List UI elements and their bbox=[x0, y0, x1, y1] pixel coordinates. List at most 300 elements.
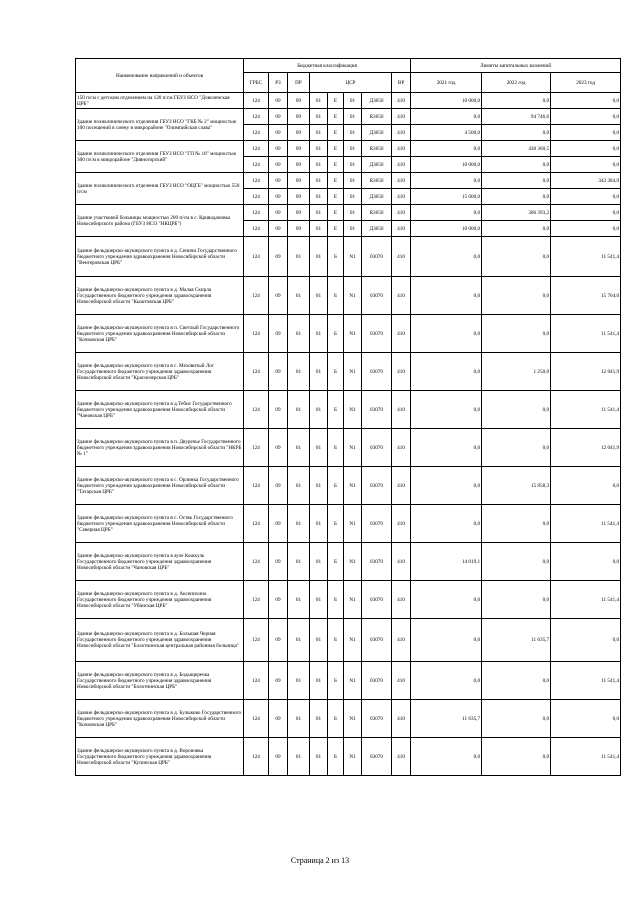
vr-cell: 410 bbox=[392, 189, 411, 205]
vr-cell: 410 bbox=[392, 662, 411, 700]
rz-cell: 09 bbox=[269, 189, 288, 205]
pr-cell: 01 bbox=[288, 467, 310, 505]
limit-2023-cell: 0,0 bbox=[551, 125, 621, 141]
limit-2021-cell: 0,0 bbox=[411, 353, 482, 391]
csr-1-cell: 01 bbox=[310, 619, 328, 662]
object-name-cell: Здание участковой больницы мощностью 200 п/см в с. Криводановка Новосибирского района (ГБУЗ НСО "НКЦРБ") bbox=[76, 205, 244, 237]
csr-4-cell: 03070 bbox=[362, 543, 392, 581]
vr-cell: 410 bbox=[392, 467, 411, 505]
table-row bbox=[76, 205, 621, 221]
vr-cell: 410 bbox=[392, 277, 411, 315]
csr-1-cell: 01 bbox=[310, 429, 328, 467]
limit-2021-cell: 0,0 bbox=[411, 109, 482, 125]
csr-1-cell: 01 bbox=[310, 277, 328, 315]
csr-4-cell: R3650 bbox=[362, 205, 392, 221]
csr-2-cell: Б bbox=[328, 429, 344, 467]
limit-2021-cell: 0,0 bbox=[411, 467, 482, 505]
csr-1-cell: 01 bbox=[310, 173, 328, 189]
object-name-cell: Здание фельдшерско-акушерского пункта в д. Аксенихино Государственного бюджетного учреждения здравоохранения Новосибирской области "Убинская ЦРБ" bbox=[76, 581, 244, 619]
rz-cell: 09 bbox=[269, 700, 288, 738]
limit-2023-cell: 11 541,4 bbox=[551, 738, 621, 776]
csr-4-cell: Д3650 bbox=[362, 157, 392, 173]
vr-cell: 410 bbox=[392, 173, 411, 189]
table-body bbox=[76, 93, 621, 776]
csr-1-cell: 01 bbox=[310, 581, 328, 619]
object-name-cell: Здание фельдшерско-акушерского пункта в п. Двуречье Государственного бюджетного учреждения здравоохранения Новосибирской области "НКРБ № 1" bbox=[76, 429, 244, 467]
rz-cell: 09 bbox=[269, 619, 288, 662]
grbs-cell: 124 bbox=[244, 173, 269, 189]
limit-2021-cell: 0,0 bbox=[411, 581, 482, 619]
limit-2023-cell: 0,0 bbox=[551, 93, 621, 109]
csr-4-cell: 03070 bbox=[362, 277, 392, 315]
rz-cell: 09 bbox=[269, 157, 288, 173]
grbs-cell: 124 bbox=[244, 429, 269, 467]
grbs-cell: 124 bbox=[244, 353, 269, 391]
limit-2023-cell: 11 541,4 bbox=[551, 505, 621, 543]
csr-2-cell: Б bbox=[328, 277, 344, 315]
grbs-cell: 124 bbox=[244, 125, 269, 141]
limit-2022-cell: 0,0 bbox=[482, 173, 551, 189]
limit-2022-cell: 94 746,6 bbox=[482, 109, 551, 125]
grbs-cell: 124 bbox=[244, 662, 269, 700]
pr-cell: 01 bbox=[288, 391, 310, 429]
object-name-cell: Здание фельдшерско-акушерского пункта в д. Вороновка Государственного бюджетного учреждения здравоохранения Новосибирской области "Купинская ЦРБ" bbox=[76, 738, 244, 776]
pr-cell: 01 bbox=[288, 700, 310, 738]
table-row bbox=[76, 353, 621, 391]
object-name-cell: Здание фельдшерско-акушерского пункта в д.Тебис Государственного бюджетного учреждения здравоохранения Новосибирской области "Чановская ЦРБ" bbox=[76, 391, 244, 429]
grbs-cell: 124 bbox=[244, 505, 269, 543]
limit-2022-cell: 0,0 bbox=[482, 700, 551, 738]
limit-2022-cell: 0,0 bbox=[482, 505, 551, 543]
csr-1-cell: 01 bbox=[310, 109, 328, 125]
vr-cell: 410 bbox=[392, 738, 411, 776]
csr-4-cell: 03070 bbox=[362, 315, 392, 353]
table-row bbox=[76, 738, 621, 776]
grbs-cell: 124 bbox=[244, 237, 269, 277]
limit-2021-cell: 0,0 bbox=[411, 205, 482, 221]
limit-2023-cell: 11 541,4 bbox=[551, 581, 621, 619]
csr-2-cell: Е bbox=[328, 125, 344, 141]
limit-2023-cell: 11 541,4 bbox=[551, 237, 621, 277]
object-name-cell: Здание фельдшерско-акушерского пункта в п. Светлый Государственного бюджетного учреждения здравоохранения Новосибирской области "Кочковская ЦРБ" bbox=[76, 315, 244, 353]
object-name-cell: Здание фельдшерско-акушерского пункта в с. Меховитый Лог Государственного бюджетного учреждения здравоохранения Новосибирской области "Краснозерская ЦРБ" bbox=[76, 353, 244, 391]
vr-cell: 410 bbox=[392, 221, 411, 237]
object-name-cell: 150 п/см с детским отделением на 120 п/см ГБУЗ НСО "Доволенская ЦРБ" bbox=[76, 93, 244, 109]
csr-4-cell: 03070 bbox=[362, 738, 392, 776]
csr-1-cell: 01 bbox=[310, 662, 328, 700]
csr-1-cell: 01 bbox=[310, 157, 328, 173]
csr-2-cell: Б bbox=[328, 543, 344, 581]
csr-2-cell: Е bbox=[328, 205, 344, 221]
limit-2023-cell: 0,0 bbox=[551, 619, 621, 662]
limit-2022-cell: 0,0 bbox=[482, 391, 551, 429]
rz-cell: 09 bbox=[269, 205, 288, 221]
csr-4-cell: R3650 bbox=[362, 141, 392, 157]
limit-2021-cell: 0,0 bbox=[411, 277, 482, 315]
object-name-cell: Здание фельдшерско-акушерского пункта в д. Булыково Государственного бюджетного учреждения здравоохранения Новосибирской области "Кочковская ЦРБ" bbox=[76, 700, 244, 738]
csr-3-cell: 01 bbox=[344, 173, 362, 189]
limit-2021-cell: 11 635,7 bbox=[411, 700, 482, 738]
object-name-cell: Здание поликлинического отделения ГБУЗ НСО "ГКБ № 2" мощностью 100 посещений в смену в микрорайоне "Олимпийская слава" bbox=[76, 109, 244, 141]
limit-2021-cell: 0,0 bbox=[411, 429, 482, 467]
rz-cell: 09 bbox=[269, 581, 288, 619]
limit-2023-cell: 0,0 bbox=[551, 700, 621, 738]
object-name-cell: Здание фельдшерско-акушерского пункта в д. Бодыщеречка Государственного бюджетного учреждения здравоохранения Новосибирской области "Болотнинская ЦРБ" bbox=[76, 662, 244, 700]
csr-2-cell: Б bbox=[328, 700, 344, 738]
rz-cell: 09 bbox=[269, 93, 288, 109]
table-row bbox=[76, 505, 621, 543]
csr-2-cell: Б bbox=[328, 467, 344, 505]
limit-2021-cell: 10 000,0 bbox=[411, 221, 482, 237]
object-name-cell: Здание фельдшерско-акушерского пункта в с. Орлинка Государственного бюджетного учреждения здравоохранения Новосибирской области "Татарская ЦРБ" bbox=[76, 467, 244, 505]
rz-cell: 09 bbox=[269, 237, 288, 277]
table-row bbox=[76, 662, 621, 700]
pr-cell: 01 bbox=[288, 662, 310, 700]
limit-2022-cell: 0,0 bbox=[482, 221, 551, 237]
vr-cell: 410 bbox=[392, 205, 411, 221]
rz-cell: 09 bbox=[269, 505, 288, 543]
csr-2-cell: Б bbox=[328, 353, 344, 391]
header-name: Наименование направлений и объектов bbox=[76, 59, 244, 93]
limit-2022-cell: 0,0 bbox=[482, 277, 551, 315]
vr-cell: 410 bbox=[392, 109, 411, 125]
csr-3-cell: 01 bbox=[344, 189, 362, 205]
csr-2-cell: Б bbox=[328, 738, 344, 776]
object-name-cell: Здание фельдшерско-акушерского пункта в д. Большая Черная Государственного бюджетного учреждения здравоохранения Новосибирской области "Болотнинская центральная районная больница" bbox=[76, 619, 244, 662]
csr-3-cell: N1 bbox=[344, 505, 362, 543]
csr-1-cell: 01 bbox=[310, 205, 328, 221]
grbs-cell: 124 bbox=[244, 467, 269, 505]
grbs-cell: 124 bbox=[244, 315, 269, 353]
grbs-cell: 124 bbox=[244, 619, 269, 662]
csr-2-cell: Е bbox=[328, 141, 344, 157]
capital-investment-table bbox=[75, 58, 621, 776]
rz-cell: 09 bbox=[269, 315, 288, 353]
csr-4-cell: Д3650 bbox=[362, 189, 392, 205]
csr-4-cell: 03070 bbox=[362, 429, 392, 467]
csr-3-cell: N1 bbox=[344, 619, 362, 662]
csr-2-cell: Б bbox=[328, 237, 344, 277]
limit-2022-cell: 15 858,3 bbox=[482, 467, 551, 505]
rz-cell: 09 bbox=[269, 109, 288, 125]
limit-2022-cell: 0,0 bbox=[482, 315, 551, 353]
limit-2023-cell: 0,0 bbox=[551, 157, 621, 173]
limit-2023-cell: 0,0 bbox=[551, 221, 621, 237]
csr-2-cell: Е bbox=[328, 93, 344, 109]
csr-1-cell: 01 bbox=[310, 467, 328, 505]
csr-4-cell: Д3650 bbox=[362, 93, 392, 109]
header-pr: ПР bbox=[288, 73, 310, 93]
limit-2023-cell: 0,0 bbox=[551, 543, 621, 581]
header-budget-classification: Бюджетная классификация bbox=[244, 59, 411, 73]
pr-cell: 09 bbox=[288, 141, 310, 157]
pr-cell: 09 bbox=[288, 93, 310, 109]
csr-3-cell: 01 bbox=[344, 221, 362, 237]
limit-2021-cell: 0,0 bbox=[411, 738, 482, 776]
pr-cell: 01 bbox=[288, 315, 310, 353]
pr-cell: 09 bbox=[288, 125, 310, 141]
limit-2022-cell: 0,0 bbox=[482, 738, 551, 776]
csr-4-cell: 03070 bbox=[362, 467, 392, 505]
grbs-cell: 124 bbox=[244, 581, 269, 619]
header-2021: 2021 год bbox=[411, 73, 482, 93]
limit-2023-cell: 0,0 bbox=[551, 141, 621, 157]
vr-cell: 410 bbox=[392, 505, 411, 543]
table-row bbox=[76, 109, 621, 125]
rz-cell: 09 bbox=[269, 738, 288, 776]
limit-2022-cell: 0,0 bbox=[482, 662, 551, 700]
csr-4-cell: 03070 bbox=[362, 391, 392, 429]
pr-cell: 09 bbox=[288, 157, 310, 173]
csr-1-cell: 01 bbox=[310, 505, 328, 543]
limit-2021-cell: 0,0 bbox=[411, 237, 482, 277]
rz-cell: 09 bbox=[269, 141, 288, 157]
table-row bbox=[76, 315, 621, 353]
limit-2023-cell: 11 541,4 bbox=[551, 391, 621, 429]
csr-1-cell: 01 bbox=[310, 237, 328, 277]
vr-cell: 410 bbox=[392, 157, 411, 173]
limit-2022-cell: 306 393,2 bbox=[482, 205, 551, 221]
vr-cell: 410 bbox=[392, 581, 411, 619]
csr-3-cell: N1 bbox=[344, 700, 362, 738]
csr-2-cell: Е bbox=[328, 109, 344, 125]
table-row bbox=[76, 141, 621, 157]
csr-1-cell: 01 bbox=[310, 700, 328, 738]
csr-2-cell: Е bbox=[328, 221, 344, 237]
rz-cell: 09 bbox=[269, 543, 288, 581]
limit-2023-cell: 343 384,9 bbox=[551, 173, 621, 189]
rz-cell: 09 bbox=[269, 221, 288, 237]
limit-2022-cell: 0,0 bbox=[482, 93, 551, 109]
csr-2-cell: Е bbox=[328, 173, 344, 189]
rz-cell: 09 bbox=[269, 353, 288, 391]
csr-4-cell: 03070 bbox=[362, 619, 392, 662]
table-row bbox=[76, 467, 621, 505]
grbs-cell: 124 bbox=[244, 141, 269, 157]
header-rz: РЗ bbox=[269, 73, 288, 93]
csr-1-cell: 01 bbox=[310, 189, 328, 205]
vr-cell: 410 bbox=[392, 543, 411, 581]
object-name-cell: Здание поликлинического отделения ГБУЗ НСО "ОЦГБ" мощностью 550 п/см bbox=[76, 173, 244, 205]
csr-3-cell: N1 bbox=[344, 315, 362, 353]
table-row bbox=[76, 429, 621, 467]
table-row bbox=[76, 700, 621, 738]
limit-2022-cell: 0,0 bbox=[482, 429, 551, 467]
limit-2021-cell: 0,0 bbox=[411, 391, 482, 429]
object-name-cell: Здание фельдшерско-акушерского пункта в д. Малая Скирла Государственного бюджетного учреждения здравоохранения Новосибирской области "Кыштовская ЦРБ" bbox=[76, 277, 244, 315]
csr-2-cell: Б bbox=[328, 391, 344, 429]
object-name-cell: Здание фельдшерско-акушерского пункта в с. Остяк Государственного бюджетного учреждения здравоохранения Новосибирской области "Северная ЦРБ" bbox=[76, 505, 244, 543]
csr-3-cell: N1 bbox=[344, 581, 362, 619]
csr-4-cell: 03070 bbox=[362, 581, 392, 619]
grbs-cell: 124 bbox=[244, 543, 269, 581]
pr-cell: 01 bbox=[288, 619, 310, 662]
csr-3-cell: N1 bbox=[344, 429, 362, 467]
pr-cell: 01 bbox=[288, 237, 310, 277]
pr-cell: 01 bbox=[288, 429, 310, 467]
limit-2021-cell: 0,0 bbox=[411, 505, 482, 543]
rz-cell: 09 bbox=[269, 467, 288, 505]
csr-3-cell: N1 bbox=[344, 353, 362, 391]
header-csr: ЦСР bbox=[310, 73, 392, 93]
limit-2022-cell: 0,0 bbox=[482, 157, 551, 173]
csr-3-cell: N1 bbox=[344, 391, 362, 429]
rz-cell: 09 bbox=[269, 125, 288, 141]
csr-2-cell: Б bbox=[328, 619, 344, 662]
pr-cell: 09 bbox=[288, 173, 310, 189]
limit-2022-cell: 0,0 bbox=[482, 125, 551, 141]
csr-3-cell: N1 bbox=[344, 662, 362, 700]
vr-cell: 410 bbox=[392, 619, 411, 662]
pr-cell: 01 bbox=[288, 353, 310, 391]
csr-3-cell: 01 bbox=[344, 205, 362, 221]
vr-cell: 410 bbox=[392, 93, 411, 109]
object-name-cell: Здание поликлинического отделения ГБУЗ НСО "ГП № 18" мощностью 300 п/см в микрорайоне "Дивногорский" bbox=[76, 141, 244, 173]
limit-2021-cell: 10 000,0 bbox=[411, 157, 482, 173]
pr-cell: 09 bbox=[288, 189, 310, 205]
limit-2023-cell: 11 541,4 bbox=[551, 662, 621, 700]
limit-2023-cell: 15 764,0 bbox=[551, 277, 621, 315]
csr-1-cell: 01 bbox=[310, 93, 328, 109]
csr-3-cell: N1 bbox=[344, 543, 362, 581]
table-row bbox=[76, 391, 621, 429]
csr-3-cell: N1 bbox=[344, 738, 362, 776]
vr-cell: 410 bbox=[392, 429, 411, 467]
limit-2022-cell: 0,0 bbox=[482, 543, 551, 581]
grbs-cell: 124 bbox=[244, 93, 269, 109]
pr-cell: 09 bbox=[288, 109, 310, 125]
csr-1-cell: 01 bbox=[310, 353, 328, 391]
limit-2023-cell: 12 041,9 bbox=[551, 429, 621, 467]
header-vr: ВР bbox=[392, 73, 411, 93]
csr-4-cell: 03070 bbox=[362, 353, 392, 391]
limit-2023-cell: 11 541,4 bbox=[551, 315, 621, 353]
pr-cell: 01 bbox=[288, 505, 310, 543]
csr-2-cell: Б bbox=[328, 581, 344, 619]
grbs-cell: 124 bbox=[244, 391, 269, 429]
table-row bbox=[76, 93, 621, 109]
vr-cell: 410 bbox=[392, 353, 411, 391]
csr-4-cell: R3650 bbox=[362, 109, 392, 125]
rz-cell: 09 bbox=[269, 391, 288, 429]
grbs-cell: 124 bbox=[244, 157, 269, 173]
csr-1-cell: 01 bbox=[310, 315, 328, 353]
csr-2-cell: Б bbox=[328, 662, 344, 700]
csr-3-cell: 01 bbox=[344, 93, 362, 109]
grbs-cell: 124 bbox=[244, 221, 269, 237]
csr-1-cell: 01 bbox=[310, 543, 328, 581]
limit-2021-cell: 0,0 bbox=[411, 141, 482, 157]
header-limits: Лимиты капитальных вложений bbox=[411, 59, 621, 73]
csr-4-cell: R3650 bbox=[362, 173, 392, 189]
object-name-cell: Здание фельдшерско-акушерского пункта в д. Сеничи Государственного бюджетного учреждения здравоохранения Новосибирской области "Венгеровская ЦРБ" bbox=[76, 237, 244, 277]
csr-4-cell: 03070 bbox=[362, 505, 392, 543]
csr-3-cell: N1 bbox=[344, 237, 362, 277]
table-row bbox=[76, 619, 621, 662]
limit-2021-cell: 0,0 bbox=[411, 315, 482, 353]
table-row bbox=[76, 543, 621, 581]
table-row bbox=[76, 277, 621, 315]
csr-3-cell: 01 bbox=[344, 141, 362, 157]
limit-2022-cell: 0,0 bbox=[482, 189, 551, 205]
rz-cell: 09 bbox=[269, 429, 288, 467]
csr-4-cell: 03070 bbox=[362, 237, 392, 277]
pr-cell: 01 bbox=[288, 277, 310, 315]
page-number: Страница 2 из 13 bbox=[290, 856, 350, 865]
csr-2-cell: Е bbox=[328, 157, 344, 173]
limit-2023-cell: 12 041,9 bbox=[551, 353, 621, 391]
limit-2023-cell: 0,0 bbox=[551, 467, 621, 505]
grbs-cell: 124 bbox=[244, 277, 269, 315]
limit-2023-cell: 0,0 bbox=[551, 189, 621, 205]
pr-cell: 09 bbox=[288, 221, 310, 237]
grbs-cell: 124 bbox=[244, 189, 269, 205]
vr-cell: 410 bbox=[392, 141, 411, 157]
rz-cell: 09 bbox=[269, 173, 288, 189]
limit-2022-cell: 1 250,0 bbox=[482, 353, 551, 391]
pr-cell: 09 bbox=[288, 205, 310, 221]
limit-2022-cell: 0,0 bbox=[482, 581, 551, 619]
pr-cell: 01 bbox=[288, 738, 310, 776]
pr-cell: 01 bbox=[288, 581, 310, 619]
csr-1-cell: 01 bbox=[310, 391, 328, 429]
limit-2021-cell: 0,0 bbox=[411, 619, 482, 662]
limit-2023-cell: 0,0 bbox=[551, 109, 621, 125]
csr-3-cell: 01 bbox=[344, 157, 362, 173]
csr-1-cell: 01 bbox=[310, 738, 328, 776]
grbs-cell: 124 bbox=[244, 205, 269, 221]
limit-2022-cell: 438 360,5 bbox=[482, 141, 551, 157]
limit-2022-cell: 0,0 bbox=[482, 237, 551, 277]
vr-cell: 410 bbox=[392, 700, 411, 738]
limit-2021-cell: 4 500,0 bbox=[411, 125, 482, 141]
csr-4-cell: Д3650 bbox=[362, 125, 392, 141]
csr-1-cell: 01 bbox=[310, 125, 328, 141]
csr-4-cell: 03070 bbox=[362, 700, 392, 738]
grbs-cell: 124 bbox=[244, 700, 269, 738]
vr-cell: 410 bbox=[392, 315, 411, 353]
object-name-cell: Здание фельдшерско-акушерского пункта в аулe Кошкуль Государственного бюджетного учреждения здравоохранения Новосибирской области "Чановская ЦРБ" bbox=[76, 543, 244, 581]
csr-2-cell: Б bbox=[328, 505, 344, 543]
vr-cell: 410 bbox=[392, 125, 411, 141]
csr-3-cell: 01 bbox=[344, 109, 362, 125]
header-grbs: ГРБС bbox=[244, 73, 269, 93]
table-row bbox=[76, 581, 621, 619]
csr-3-cell: N1 bbox=[344, 467, 362, 505]
limit-2021-cell: 15 000,0 bbox=[411, 189, 482, 205]
limit-2021-cell: 0,0 bbox=[411, 662, 482, 700]
limit-2021-cell: 0,0 bbox=[411, 173, 482, 189]
csr-3-cell: N1 bbox=[344, 277, 362, 315]
grbs-cell: 124 bbox=[244, 109, 269, 125]
limit-2021-cell: 10 000,0 bbox=[411, 93, 482, 109]
header-2022: 2022 год bbox=[482, 73, 551, 93]
limit-2023-cell: 0,0 bbox=[551, 205, 621, 221]
limit-2021-cell: 14 019,1 bbox=[411, 543, 482, 581]
csr-2-cell: Б bbox=[328, 315, 344, 353]
csr-2-cell: Е bbox=[328, 189, 344, 205]
vr-cell: 410 bbox=[392, 391, 411, 429]
csr-1-cell: 01 bbox=[310, 141, 328, 157]
pr-cell: 01 bbox=[288, 543, 310, 581]
table-row bbox=[76, 173, 621, 189]
csr-4-cell: Д3650 bbox=[362, 221, 392, 237]
csr-1-cell: 01 bbox=[310, 221, 328, 237]
rz-cell: 09 bbox=[269, 662, 288, 700]
rz-cell: 09 bbox=[269, 277, 288, 315]
grbs-cell: 124 bbox=[244, 738, 269, 776]
header-2023: 2023 год bbox=[551, 73, 621, 93]
